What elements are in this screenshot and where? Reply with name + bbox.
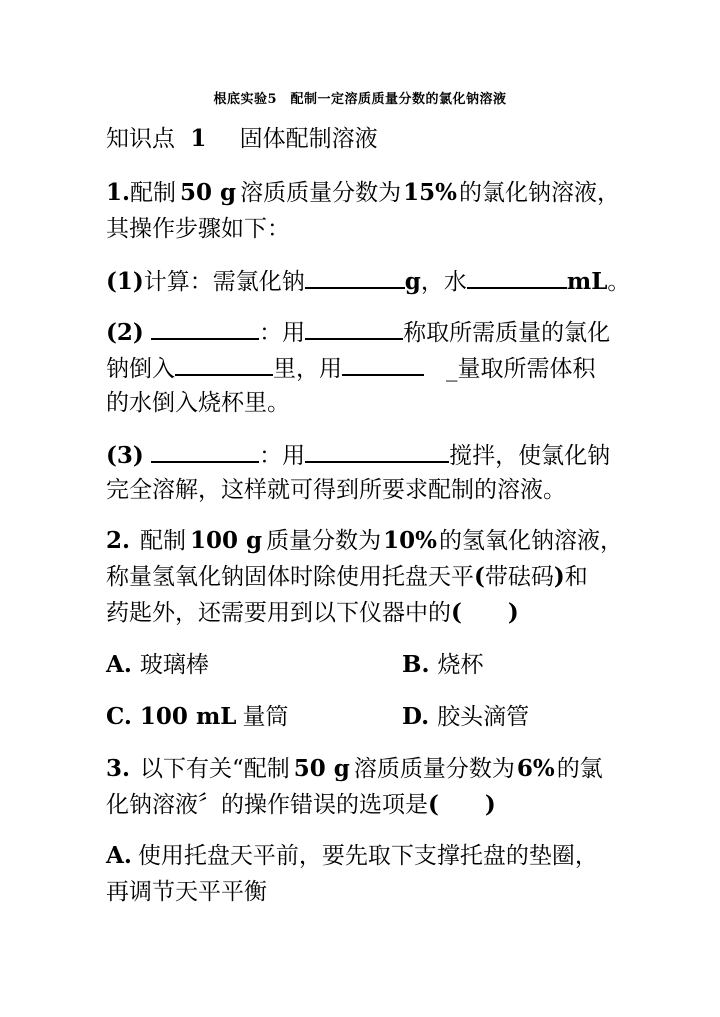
option-letter: A: [106, 651, 124, 678]
q2-text: 带砝码: [484, 564, 554, 590]
option-letter: B: [402, 651, 422, 678]
q3-text: 以下有关“配制: [140, 756, 290, 782]
step-text: 称取所需质量的氯化: [403, 320, 611, 346]
q2-option-c[interactable]: C. 100 mL 量筒: [106, 703, 289, 730]
step-text: _量取所需体积: [446, 356, 596, 382]
q2-text: 药匙外，还需要用到以下仪器中的: [106, 600, 451, 626]
q1-percent: 15%: [403, 179, 458, 206]
step-number: (3): [106, 442, 144, 469]
q1-step3-line2: 完全溶解，这样就可得到所要求配制的溶液。: [106, 477, 566, 503]
q2-mass: 100 g: [190, 527, 263, 554]
q1-step2-line1: [106, 316, 610, 348]
q2-line1: 2. 配制 100 g 质量分数为10%的氢氧化钠溶液，: [106, 527, 624, 554]
q1-intro-line1: 1.配制 50 g 溶质质量分数为15%的氯化钠溶液，: [106, 179, 621, 206]
step-text: 里，用: [273, 356, 342, 382]
answer-blank[interactable]: [305, 265, 405, 289]
answer-blank[interactable]: [151, 316, 259, 340]
unit-g: g: [404, 268, 421, 295]
answer-bracket[interactable]: ( ): [451, 599, 519, 626]
answer-blank[interactable]: [305, 439, 449, 463]
answer-bracket[interactable]: ( ): [428, 791, 496, 818]
q1-intro-line2: 其操作步骤如下：: [106, 216, 290, 242]
q2-text: 和: [564, 564, 588, 590]
q2-option-d[interactable]: D. 胶头滴管: [402, 703, 530, 730]
q2-text: 的氢氧化钠溶液，: [439, 528, 624, 554]
page-title: 根底实验5 配制一定溶质质量分数的氯化钠溶液: [213, 92, 507, 107]
option-letter: D: [402, 703, 422, 730]
q2-percent: 10%: [383, 527, 438, 554]
q1-step1: [106, 265, 630, 297]
q1-text: 配制: [130, 180, 177, 206]
section-label: 知识点: [106, 126, 175, 152]
option-text: 烧杯: [437, 652, 484, 678]
q2-option-b[interactable]: B. 烧杯: [402, 651, 484, 678]
step-text: ：用: [259, 320, 306, 346]
answer-blank[interactable]: [467, 265, 567, 289]
option-letter: A: [106, 842, 124, 869]
q2-line3: [106, 598, 519, 628]
paren: (: [474, 563, 485, 590]
q3-option-a-line2: 再调节天平平衡: [106, 879, 267, 905]
q3-text: 的氯: [556, 756, 603, 782]
q3-text: 化钠溶液〞的操作错误的选项是: [106, 792, 428, 818]
q2-text: 称量氢氧化钠固体时除使用托盘天平: [106, 564, 474, 590]
answer-blank[interactable]: [342, 352, 424, 376]
option-volume: 100 mL: [139, 703, 237, 730]
step-text: 搅拌，使氯化钠: [449, 443, 611, 469]
section-heading: [106, 124, 378, 154]
q3-option-a-line1[interactable]: A. 使用托盘天平前，要先取下支撑托盘的垫圈，: [106, 842, 598, 869]
q1-step2-line2: [106, 352, 596, 384]
option-text: 量筒: [242, 704, 289, 730]
q3-text: 溶质质量分数为: [353, 756, 515, 782]
section-name: 固体配制溶液: [239, 126, 378, 152]
answer-blank[interactable]: [151, 439, 259, 463]
answer-blank[interactable]: [175, 352, 273, 376]
q3-line2: [106, 790, 496, 820]
unit-ml: mL: [566, 268, 608, 295]
answer-blank[interactable]: [305, 316, 403, 340]
q2-number: 2: [106, 527, 123, 554]
option-text: 玻璃棒: [139, 652, 209, 678]
q3-mass: 50 g: [293, 755, 350, 782]
option-text: 使用托盘天平前，要先取下支撑托盘的垫圈，: [137, 843, 598, 869]
step-text: 计算：需氯化钠: [143, 269, 305, 295]
paren: ): [553, 563, 565, 590]
q1-step3-line1: [106, 439, 610, 471]
q3-percent: 6%: [516, 755, 555, 782]
step-text: 钠倒入: [106, 356, 175, 382]
q3-number: 3: [106, 755, 123, 782]
q1-number: 1: [106, 179, 123, 206]
q1-text: 的氯化钠溶液，: [459, 180, 621, 206]
step-text: ：用: [259, 443, 306, 469]
step-number: (1): [106, 268, 144, 295]
q2-line2: [106, 562, 588, 592]
q1-step2-line3: 的水倒入烧杯里。: [106, 390, 290, 416]
section-number: 1: [190, 125, 207, 152]
step-number: (2): [106, 319, 144, 346]
option-text: 胶头滴管: [437, 704, 530, 730]
option-letter: C: [106, 703, 124, 730]
q2-option-a[interactable]: A. 玻璃棒: [106, 651, 209, 678]
step-text: 。: [607, 269, 631, 295]
step-text: ，水: [420, 269, 467, 295]
q3-line1: 3. 以下有关“配制 50 g 溶质质量分数为6%的氯: [106, 755, 603, 782]
q1-mass: 50 g: [180, 179, 237, 206]
q2-text: 配制: [140, 528, 187, 554]
q2-text: 质量分数为: [266, 528, 382, 554]
q1-text: 溶质质量分数为: [240, 180, 402, 206]
